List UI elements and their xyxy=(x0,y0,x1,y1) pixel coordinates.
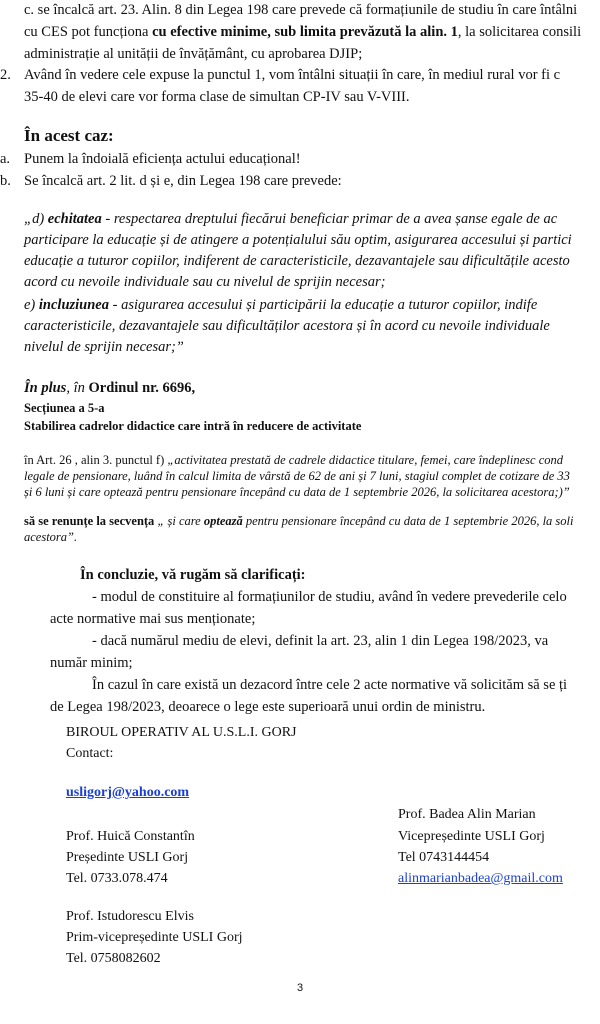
item-2-line1: Având în vedere cele expuse la punctul 1, vom întâlni situații în care, în mediul rural vor fi c xyxy=(24,67,561,83)
concluzie-p2-line1: - dacă numărul mediu de elevi, definit la art. 23, alin 1 din Legea 198/2023, va xyxy=(92,633,549,649)
quote-e-line2: caracteristicile, dezavantajele sau dificultăților acestora și în acord cu nevoile individuale xyxy=(24,318,550,334)
quote-d-line2: participare la educație și de atingere a potențialului său optim, asigurarea accesului și partici xyxy=(24,232,572,248)
concluzie-heading: În concluzie, vă rugăm să clarificați: xyxy=(80,567,306,583)
quote-e-line3: nivelul de sprijin necesar;” xyxy=(24,339,184,355)
item-a-text: Punem la îndoială eficiența actului educațional! xyxy=(24,151,301,167)
item-c-line2: cu CES pot funcționa cu efective minime, sub limita prevăzută la alin. 1, la solicitarea consili xyxy=(24,24,582,40)
item-a-mark: a. xyxy=(0,151,11,167)
ordin-art-line3: și 6 luni și care optează pentru pensionare începând cu data de 1 septembrie 2026, la solicitarea acestora;)” xyxy=(24,485,570,499)
ordin-art-line2: legale de pensionare, luând în calcul limita de vârstă de 62 de ani și 7 luni, stagiul complet de cotizare de 33 xyxy=(24,469,570,483)
usli-email-link[interactable]: usligorj@yahoo.com xyxy=(66,785,190,800)
item-b-mark: b. xyxy=(0,173,11,189)
ordin-intro: În plus, în Ordinul nr. 6696, xyxy=(24,380,196,396)
acest-caz-heading: În acest caz: xyxy=(24,126,114,145)
biroul-operativ: BIROUL OPERATIV AL U.S.L.I. GORJ xyxy=(66,725,297,740)
item-2-number: 2. xyxy=(0,67,11,83)
quote-d-line4: acord cu nevoile individuale sau cu nivelul de sprijin necesar; xyxy=(24,274,386,290)
ordin-art-line1: în Art. 26 , alin 3. punctul f) „activitatea prestată de cadrele didactice titulare, femei, care îndeplinesc cond xyxy=(24,453,563,467)
item-c-line1: c. se încalcă art. 23. Alin. 8 din Legea 198 care prevede că formațiunile de studiu în care întâlni xyxy=(24,2,578,18)
item-c-line3: administrație al unității de învățământ, cu aprobarea DJIP; xyxy=(24,46,363,62)
concluzie-p3-line2: de Legea 198/2023, deoarece o lege este superioară unui ordin de ministru. xyxy=(50,699,486,715)
right-signer-name: Prof. Badea Alin Marian xyxy=(398,807,536,822)
item-b-text: Se încalcă art. 2 lit. d și e, din Legea 198 care prevede: xyxy=(24,173,342,189)
ordin-renunte-line1: să se renunțe la secvența „ și care optează pentru pensionare începând cu data de 1 septembrie 2026, la soli xyxy=(24,514,574,528)
right-signer-tel: Tel 0743144454 xyxy=(398,850,490,865)
concluzie-p3-line1: În cazul în care există un dezacord între cele 2 acte normative vă solicităm să se ți xyxy=(92,677,568,693)
ordin-sectiune: Secțiunea a 5-a xyxy=(24,401,105,415)
left2-signer-role: Prim-vicepreședinte USLI Gorj xyxy=(66,930,243,945)
left1-signer-role: Președinte USLI Gorj xyxy=(66,850,189,865)
concluzie-p2-line2: număr minim; xyxy=(50,655,133,671)
quote-d-line1: „d) echitatea - respectarea dreptului fiecărui beneficiar primar de a avea șanse egale de ac xyxy=(24,211,558,227)
left2-signer-tel: Tel. 0758082602 xyxy=(66,951,161,966)
contact-label: Contact: xyxy=(66,746,114,761)
page-number: 3 xyxy=(296,982,304,994)
left2-signer-name: Prof. Istudorescu Elvis xyxy=(66,909,194,924)
concluzie-p1-line2: acte normative mai sus menționate; xyxy=(50,611,256,627)
concluzie-p1-line1: - modul de constituire al formațiunilor de studiu, având în vedere prevederile celo xyxy=(92,589,567,605)
quote-e-line1: e) incluziunea - asigurarea accesului și participării la educație a tuturor copiilor, indife xyxy=(24,297,538,313)
right-signer-role: Vicepreședinte USLI Gorj xyxy=(398,829,545,844)
quote-d-line3: educație a tuturor copiilor, indiferent de caracteristicile, dezavantajele sau dificultățile acesto xyxy=(24,253,570,269)
right-signer-email-link[interactable]: alinmarianbadea@gmail.com xyxy=(398,871,563,886)
item-2-line2: 35-40 de elevi care vor forma clase de simultan CP-IV sau V-VIII. xyxy=(24,89,410,105)
left1-signer-name: Prof. Huică Constantîn xyxy=(66,829,195,844)
left1-signer-tel: Tel. 0733.078.474 xyxy=(66,871,168,886)
ordin-renunte-line2: acestora”. xyxy=(24,530,78,544)
ordin-stabilirea: Stabilirea cadrelor didactice care intră în reducere de activitate xyxy=(24,419,362,433)
